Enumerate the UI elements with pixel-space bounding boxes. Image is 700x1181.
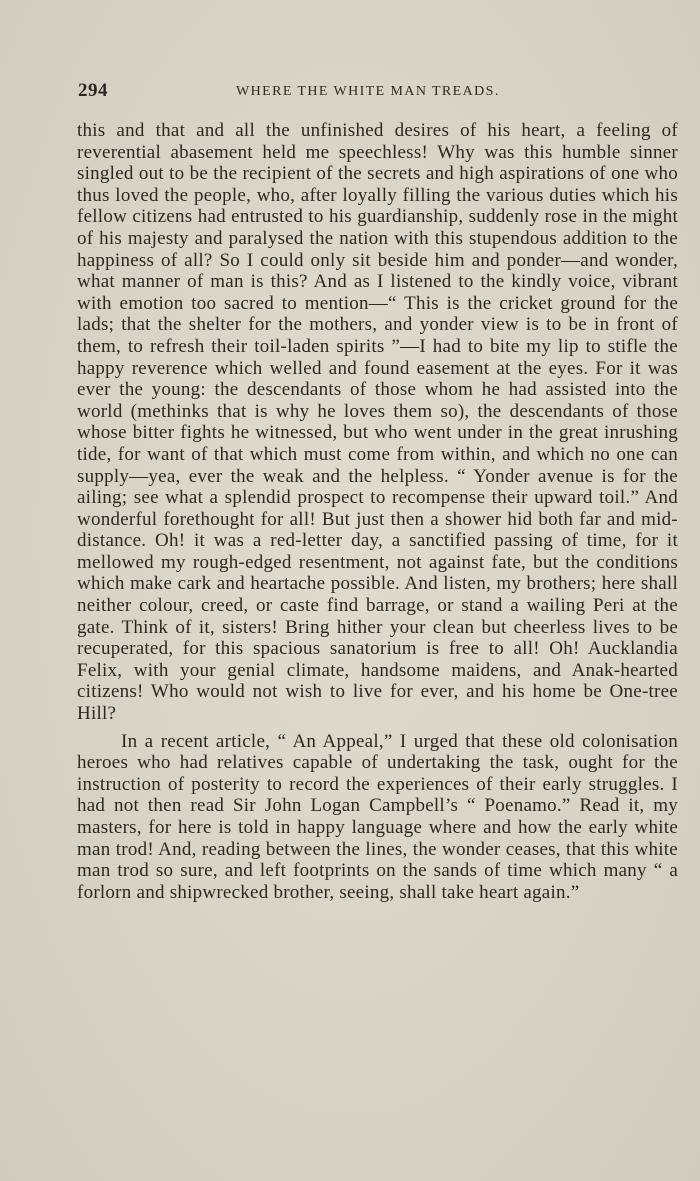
page-number: 294 [78, 80, 108, 101]
running-head: WHERE THE WHITE MAN TREADS. [236, 84, 500, 99]
page-header [78, 80, 678, 104]
paragraph: In a recent article, “ An Appeal,” I urged that these old colonisation heroes who had relatives capable of undertaking the task, ought for the instruction of posterity to record the experiences of their early struggles. I had not then read Sir John Logan Campbell’s “ Poenamo.” Read it, my masters, for here is told in happy language where and how the early white man trod! And, reading between the lines, the wonder ceases, that this white man trod so sure, and left footprints on the sands of time which many “ a forlorn and shipwrecked brother, seeing, shall take heart again.” [77, 730, 678, 903]
paragraph-continued: this and that and all the unfinished desires of his heart, a feeling of reverential abasement held me speechless! Why was this humble sinner singled out to be the recipient of the secrets and high aspirations of one who thus loved the people, who, after loyally filling the various duties which his fellow citizens had entrusted to his guardianship, suddenly rose in the might of his majesty and paralysed the nation with this stupendous addition to the happiness of all? So I could only sit beside him and ponder—and wonder, what manner of man is this? And as I listened to the kindly voice, vibrant with emotion too sacred to mention—“ This is the cricket ground for the lads; that the shelter for the mothers, and yonder view is to be in front of them, to refresh their toil-laden spirits ”—I had to bite my lip to stifle the happy reverence which welled and found easement at the eyes. For it was ever the young: the descendants of those whom he had assisted into the world (methinks that is why he loves them so), the descendants of those whose bitter fights he witnessed, but who went under in the great inrushing tide, for want of that which must come from within, and which no one can supply—yea, ever the weak and the helpless. “ Yonder avenue is for the ailing; see what a splendid prospect to recompense their upward toil.” And wonderful forethought for all! But just then a shower hid both far and mid-distance. Oh! it was a red-letter day, a sanctified passing of time, for it mellowed my rough-edged resentment, not against fate, but the conditions which make cark and heartache possible. And listen, my brothers; here shall neither colour, creed, or caste find barrage, or stand a wailing Peri at the gate. Think of it, sisters! Bring hither your clean but cheerless lives to be recuperated, for this spacious sanatorium is free to all! Oh! Aucklandia Felix, with your genial climate, handsome maidens, and Anak-hearted citizens! Who would not wish to live for ever, and his home be One-tree Hill? [77, 120, 678, 725]
body-text [77, 120, 678, 903]
